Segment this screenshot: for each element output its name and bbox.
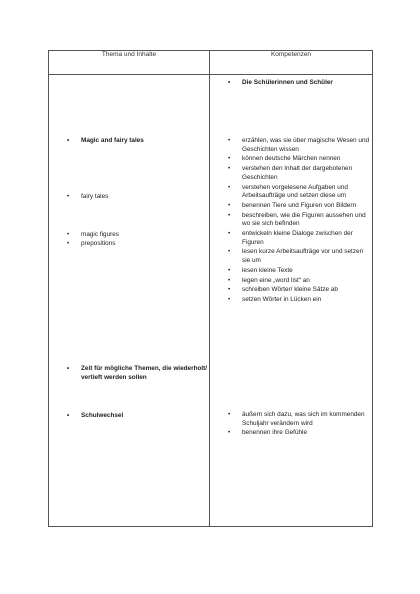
list-item xyxy=(228,202,370,211)
bullet-icon: • xyxy=(67,365,70,372)
topic-label: Zeit für mögliche Themen, die wiederholt/ vertieft werden sollen xyxy=(81,365,208,382)
bullet-icon: • xyxy=(228,248,231,256)
bullet-icon: • xyxy=(228,411,231,418)
list-item-text: schreiben Wörter/ kleine Sätze ab xyxy=(242,286,338,294)
bullet-icon: • xyxy=(228,155,231,163)
bullet-icon: • xyxy=(67,193,70,200)
curriculum-table xyxy=(48,50,373,527)
list-item xyxy=(228,429,370,438)
bullet-icon: • xyxy=(228,230,231,238)
table-body-row xyxy=(49,75,373,527)
list-item xyxy=(228,155,370,164)
list-item xyxy=(228,212,370,229)
bullet-icon: • xyxy=(228,286,231,294)
list-item xyxy=(228,184,370,201)
list-item-text: beschreiben, wie die Figuren aussehen und wo sie sich befinden xyxy=(242,211,366,228)
list-item-text: legen eine „word list“ an xyxy=(242,276,310,284)
topic-magic-fairy-tales xyxy=(67,136,211,145)
subtopic-prepositions xyxy=(67,239,211,248)
list-item xyxy=(228,286,370,295)
list-item-text: entwickeln kleine Dialoge zwischen der Figuren xyxy=(242,230,353,246)
list-item-text: lesen kurze Arbeitsaufträge vor und setzen sie um xyxy=(242,248,364,265)
bullet-icon: • xyxy=(228,183,231,191)
bullet-icon: • xyxy=(228,201,231,209)
bullet-icon: • xyxy=(228,266,231,274)
bullet-icon: • xyxy=(67,240,70,247)
list-item-text: äußern sich dazu, was sich im kommenden Schuljahr verändern wird xyxy=(242,411,365,427)
list-item-text: erzählen, was sie über magische Wesen und Geschichten wissen xyxy=(242,137,370,153)
subtopic-magic-figures xyxy=(67,230,211,239)
list-item xyxy=(228,267,370,276)
topic-schulwechsel xyxy=(67,411,211,420)
competencies-cell xyxy=(210,75,373,527)
topic-zeit xyxy=(67,364,215,382)
bullet-icon: • xyxy=(228,137,231,144)
bullet-icon: • xyxy=(67,231,70,238)
header-themes: Thema und Inhalte xyxy=(49,51,210,75)
bullet-icon: • xyxy=(67,137,70,144)
list-item-text: können deutsche Märchen nennen xyxy=(242,155,341,163)
subtopic-label: prepositions xyxy=(81,240,116,247)
bullet-icon: • xyxy=(228,276,231,284)
topic-label: Magic and fairy tales xyxy=(81,137,144,144)
list-item-text: lesen kleine Texte xyxy=(242,266,293,274)
subtopic-fairy-tales xyxy=(67,192,211,201)
list-item-text: benennen Tiere und Figuren von Bildern xyxy=(242,201,357,209)
list-item xyxy=(228,411,370,428)
schulwechsel-list xyxy=(228,411,370,439)
competency-intro xyxy=(228,78,382,87)
bullet-icon: • xyxy=(228,79,231,86)
themes-cell xyxy=(49,75,210,527)
list-item xyxy=(228,137,370,154)
list-item xyxy=(228,296,370,305)
list-item-text: verstehen den Inhalt der dargebotenen Geschichten xyxy=(242,165,353,181)
list-item xyxy=(228,248,370,265)
list-item-text: benennen ihre Gefühle xyxy=(242,429,308,437)
competency-list xyxy=(228,137,370,306)
list-item xyxy=(228,165,370,182)
subtopic-label: magic figures xyxy=(81,231,120,238)
bullet-icon: • xyxy=(228,429,231,437)
list-item-text: verstehen vorgelesene Aufgaben und Arbeitsaufträge und setzen diese um xyxy=(242,183,348,200)
list-item xyxy=(228,277,370,286)
bullet-icon: • xyxy=(67,412,70,419)
bullet-icon: • xyxy=(228,165,231,173)
bullet-icon: • xyxy=(228,296,231,304)
subtopic-label: fairy tales xyxy=(81,193,109,200)
list-item xyxy=(228,230,370,247)
intro-label: Die Schülerinnen und Schüler xyxy=(242,79,333,86)
list-item-text: setzen Wörter in Lücken ein xyxy=(242,296,322,304)
table-header-row xyxy=(49,51,373,75)
bullet-icon: • xyxy=(228,211,231,219)
topic-label: Schulwechsel xyxy=(81,412,124,419)
header-competencies: Kompetenzen xyxy=(210,51,373,75)
